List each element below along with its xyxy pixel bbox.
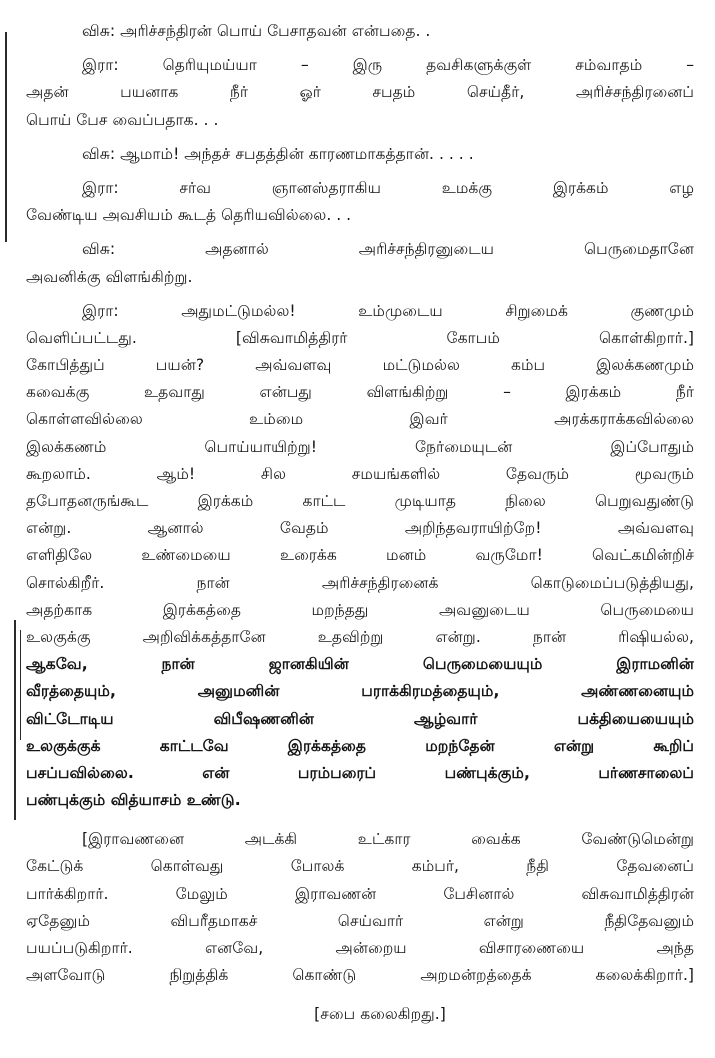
text-line: கோபித்துப் பயன்? அவ்வளவு மட்டுமல்ல கம்ப இலக்கணமும் (26, 356, 694, 375)
text-line: விசு: ஆமாம்! அந்தச் சபதத்தின் காரணமாகத்தான். . . . . (82, 144, 474, 163)
text-line: உலகுக்குக் காட்டவே இரக்கத்தை மறந்தேன் என்று கூறிப் (26, 736, 694, 755)
text-line: இரா: தெரியுமய்யா – இரு தவசிகளுக்குள் சம்வாதம் – (82, 56, 694, 75)
text-line: அதற்காக இரக்கத்தை மறந்தது அவனுடைய பெருமையை (26, 600, 694, 619)
text-line: கூறலாம். ஆம்! சில சமயங்களில் தேவரும் மூவரும் (26, 464, 694, 483)
text-line: சொல்கிறீர். நான் அரிச்சந்திரனைக் கொடுமைப்படுத்தியது, (26, 573, 694, 592)
stage-direction-line: [இராவணனை அடக்கி உட்கார வைக்க வேண்டுமென்று (82, 830, 694, 849)
text-line: வெளிப்பட்டது. [விசுவாமித்திரர் கோபம் கொள்கிறார்.] (26, 328, 694, 347)
text-line: கொள்ளவில்லை உம்மை இவர் அரக்கராக்கவில்லை (26, 410, 694, 429)
text-line: இலக்கணம் பொய்யாயிற்று! நேர்மையுடன் இப்போதும் (26, 437, 694, 456)
text-line: ஆகவே, நான் ஜானகியின் பெருமையையும் இராமனின் (26, 655, 694, 674)
margin-mark (14, 620, 16, 820)
text-line: இரா: சர்வ ஞானஸ்தராகிய உமக்கு இரக்கம் எழ (82, 178, 694, 197)
text-line: தபோதனருங்கூட இரக்கம் காட்ட முடியாத நிலை பெறுவதுண்டு (26, 492, 694, 510)
dialogue-text (26, 18, 694, 1029)
stage-direction-line: அளவோடு நிறுத்திக் கொண்டு அறமன்றத்தைக் கலைக்கிறார்.] (26, 966, 694, 985)
text-line: இரா: அதுமட்டுமல்ல! உம்முடைய சிறுமைக் குணமும் (82, 301, 694, 320)
stage-direction-line: கேட்டுக் கொள்வது போலக் கம்பர், நீதி தேவனைப் (26, 857, 694, 876)
stage-direction-line: பயப்படுகிறார். எனவே, அன்றைய விசாரணையை அந்த (26, 939, 694, 957)
text-line: வேண்டிய அவசியம் கூடத் தெரியவில்லை. . . (26, 206, 352, 225)
text-line: அவனிக்கு விளங்கிற்று. (26, 267, 193, 286)
text-line: விசு: அதனால் அரிச்சந்திரனுடைய பெருமைதானே (82, 240, 694, 259)
text-line: வீரத்தையும், அனுமனின் பராக்கிரமத்தையும், அண்ணனையும் (26, 682, 694, 701)
text-line: கவைக்கு உதவாது என்பது விளங்கிற்று – இரக்கம் நீர் (26, 383, 694, 402)
text-line: எளிதிலே உண்மையை உரைக்க மனம் வருமோ! வெட்கமின்றிச் (26, 546, 694, 565)
stage-direction-line: ஏதேனும் விபரீதமாகச் செய்வார் என்று நீதிதேவனும் (26, 911, 694, 930)
text-line: விட்டோடிய விபீஷணனின் ஆழ்வார் பக்தியையையும் (26, 709, 694, 728)
text-line: பசப்பவில்லை. என் பரம்பரைப் பண்புக்கும், பர்ணசாலைப் (26, 763, 694, 782)
margin-mark (5, 32, 7, 242)
text-line: என்று. ஆனால் வேதம் அறிந்தவராயிற்றே! அவ்வளவு (26, 519, 694, 538)
text-line: பண்புக்கும் வித்யாசம் உண்டு. (26, 791, 241, 810)
text-line: பொய் பேச வைப்பதாக. . . (26, 110, 219, 129)
closing-stage-direction: [சபை கலைகிறது.] (314, 1005, 446, 1024)
stage-direction-line: பார்க்கிறார். மேலும் இராவணன் பேசினால் விசுவாமித்திரன் (26, 884, 694, 903)
text-line: உலகுக்கு அறிவிக்கத்தானே உதவிற்று என்று. நான் ரிஷியல்ல, (26, 627, 694, 646)
text-line: அதன் பயனாக நீர் ஓர் சபதம் செய்தீர், அரிச்சந்திரனைப் (26, 83, 694, 102)
text-line: விசு: அரிச்சந்திரன் பொய் பேசாதவன் என்பதை. . (82, 22, 431, 40)
margin-mark (20, 630, 21, 740)
